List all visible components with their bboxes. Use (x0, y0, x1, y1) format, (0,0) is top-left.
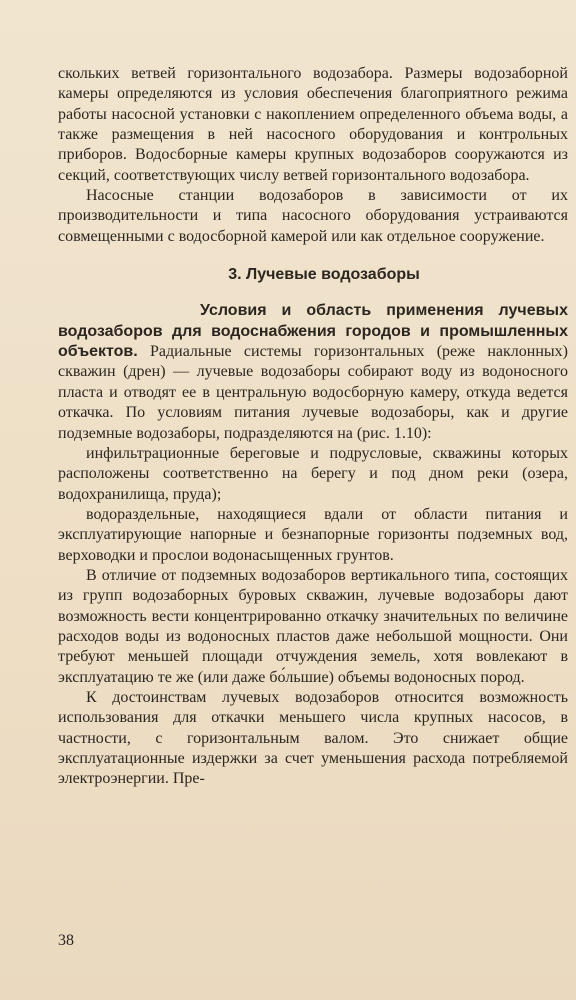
paragraph-advantages: К достоинствам лучевых водозаборов относится возможность использования для откачки меньшего числа крупных насосов, в частности, с горизонтальным валом. Это снижает общие эксплуатационные издержки за счет уменьшения расхода потребляемой электроэнергии. Пре- (58, 688, 568, 788)
section-heading: 3. Лучевые водозаборы (228, 266, 420, 284)
paragraph-conditions (58, 301, 568, 443)
lead-bold-title: Условия и область применения лучевых водозаборов для водоснабжения городов и промышленных объектов. (58, 302, 568, 361)
paragraph-radial-systems: Радиальные системы горизонтальных (реже наклонных) скважин (дрен) — лучевые водозаборы собирают воду из водоносного пласта и отводят ее в центральную водосборную камеру, откуда ведется откачка. По условиям питания лучевые водозаборы, как и другие подземные водозаборы, подразделяются на (рис. 1.10): (58, 343, 568, 442)
paragraph-continued: скольких ветвей горизонтального водозабора. Размеры водозаборной камеры определяются из условия обеспечения благоприятного режима работы насосной установки с накоплением определенного объема воды, а также размещения в ней насосного оборудования и контрольных приборов. Водосборные камеры крупных водозаборов сооружаются из секций, соответствующих числу ветвей горизонтального водозабора. (58, 65, 568, 184)
text-column (58, 64, 568, 790)
list-item-infiltration: инфильтрационные береговые и подрусловые, скважины которых расположены соответственно на берегу и под дном реки (озера, водохранилища, пруда); (58, 444, 568, 503)
paragraph-pump-stations: Насосные станции водозаборов в зависимости от их производительности и типа насосного оборудования устраиваются совмещенными с водосборной камерой или как отдельное сооружение. (58, 187, 568, 245)
paragraph-comparison: В отличие от подземных водозаборов вертикального типа, состоящих из групп водозаборных буровых скважин, лучевые водозаборы дают возможность вести концентрированно откачку значительных по величине расходов воды из водоносных пластов даже небольшой мощности. Они требуют меньшей площади отчуждения земель, хотя вовлекают в эксплуатацию те же (или даже бо́льшие) объемы водоносных пород. (58, 566, 568, 686)
page-number: 38 (58, 932, 74, 949)
list-item-watershed: водораздельные, находящиеся вдали от области питания и эксплуатирующие напорные и безнапорные горизонты подземных вод, верховодки и прослои водонасыщенных грунтов. (58, 505, 568, 564)
